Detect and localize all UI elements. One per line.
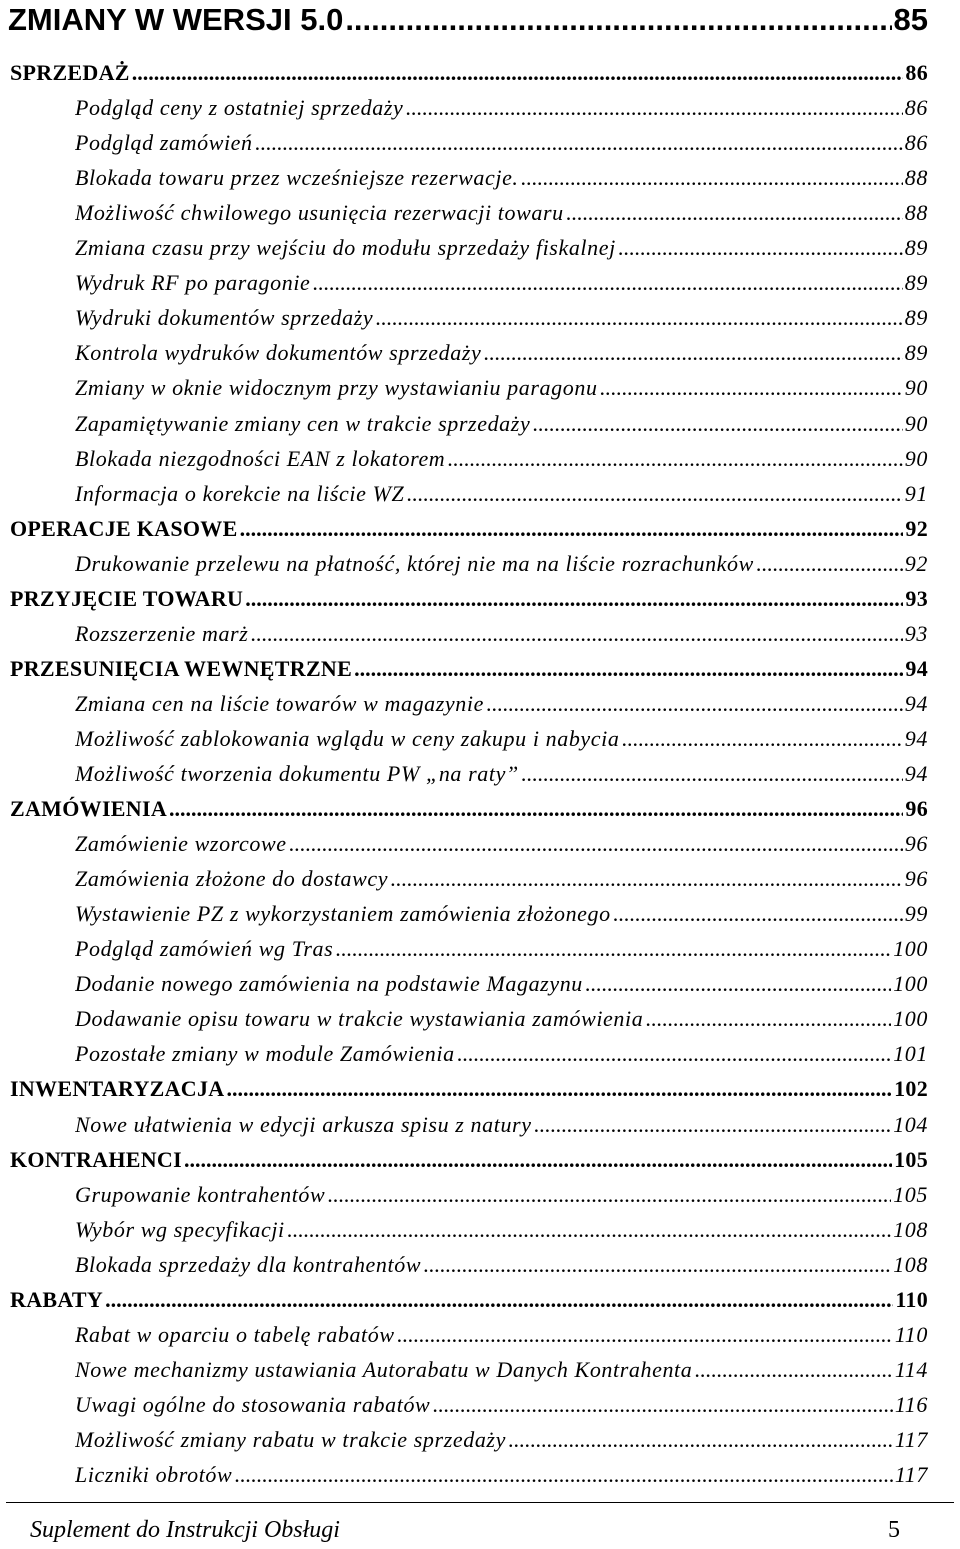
toc-page-number: 89	[904, 340, 928, 365]
toc-entry-row[interactable]	[75, 300, 928, 335]
dot-leader	[447, 441, 903, 476]
toc-entry-row[interactable]	[75, 966, 928, 1001]
toc-section-row[interactable]	[10, 791, 928, 826]
toc-entry-label: Możliwość zablokowania wglądu w ceny zakupu i nabycia	[75, 726, 620, 751]
dot-leader	[406, 476, 902, 511]
toc-entry-label: Zmiana cen na liście towarów w magazynie	[75, 691, 484, 716]
toc-entry-label: Podgląd zamówień	[75, 130, 253, 155]
dot-leader	[405, 90, 902, 125]
dot-leader	[169, 791, 903, 826]
toc-entry-label: Wydruki dokumentów sprzedaży	[75, 305, 374, 330]
page-footer	[30, 1514, 900, 1546]
toc-entry-row[interactable]	[75, 616, 928, 651]
toc-page-number: 88	[904, 165, 928, 190]
toc-section-label: KONTRAHENCI	[10, 1147, 182, 1172]
toc-entry-row[interactable]	[75, 1001, 928, 1036]
dot-leader	[250, 616, 902, 651]
toc-page-number: 94	[904, 726, 928, 751]
toc-page-number: 116	[894, 1392, 928, 1417]
toc-entry-label: Dodanie nowego zamówienia na podstawie Magazynu	[75, 971, 583, 996]
toc-entry-label: Zmiany w oknie widocznym przy wystawianiu paragonu	[75, 375, 598, 400]
footer-page-number: 5	[888, 1517, 900, 1543]
toc-entry-label: Zmiana czasu przy wejściu do modułu sprzedaży fiskalnej	[75, 235, 616, 260]
toc-page-number: 108	[893, 1217, 928, 1242]
footer-divider	[6, 1502, 954, 1503]
dot-leader	[105, 1282, 893, 1317]
toc-section-row[interactable]	[10, 1071, 928, 1106]
footer-text: Suplement do Instrukcji Obsługi	[30, 1517, 340, 1543]
dot-leader	[534, 1107, 892, 1142]
toc-entry-label: Liczniki obrotów	[75, 1462, 233, 1487]
toc-entry-label: Rozszerzenie marż	[75, 621, 249, 646]
toc-page-number: 89	[904, 305, 928, 330]
dot-leader	[566, 195, 903, 230]
toc-entry-label: Blokada sprzedaży dla kontrahentów	[75, 1252, 422, 1277]
toc-entry-row[interactable]	[75, 756, 928, 791]
toc-page-number: 92	[905, 516, 928, 541]
toc-section-label: ZAMÓWIENIA	[10, 796, 168, 821]
dot-leader	[354, 651, 903, 686]
toc-entry-row[interactable]	[75, 160, 928, 195]
toc-entry-label: Informacja o korekcie na liście WZ	[75, 481, 405, 506]
toc-page-number: 102	[894, 1076, 928, 1101]
toc-section-row[interactable]	[10, 1142, 928, 1177]
dot-leader	[375, 300, 903, 335]
dot-leader	[397, 1317, 893, 1352]
dot-leader	[645, 1001, 891, 1036]
toc-entry-label: Podgląd ceny z ostatniej sprzedaży	[75, 95, 404, 120]
toc-page-number: 86	[904, 95, 928, 120]
toc-title: ZMIANY W WERSJI 5.0	[8, 2, 344, 37]
dot-leader	[621, 721, 902, 756]
toc-entry-row[interactable]	[75, 861, 928, 896]
dot-leader	[345, 0, 891, 40]
toc-entry-row[interactable]	[75, 195, 928, 230]
toc-entry-label: Rabat w oparciu o tabelę rabatów	[75, 1322, 395, 1347]
toc-page-number: 89	[904, 270, 928, 295]
toc-entry-row[interactable]	[75, 826, 928, 861]
toc-entry-row[interactable]	[75, 896, 928, 931]
dot-leader	[483, 335, 902, 370]
toc-entry-row[interactable]	[75, 1387, 928, 1422]
dot-leader	[532, 406, 902, 441]
toc-entry-row[interactable]	[75, 370, 928, 405]
toc-section-label: OPERACJE KASOWE	[10, 516, 238, 541]
toc-entry-label: Kontrola wydruków dokumentów sprzedaży	[75, 340, 482, 365]
toc-entry-row[interactable]	[75, 125, 928, 160]
toc-entry-row[interactable]	[75, 230, 928, 265]
toc-page-number: 96	[904, 866, 928, 891]
toc-page-number: 101	[893, 1041, 928, 1066]
toc-entry-label: Możliwość zmiany rabatu w trakcie sprzedaży	[75, 1427, 506, 1452]
toc-page-number: 94	[905, 656, 928, 681]
toc-page-number: 90	[904, 446, 928, 471]
toc-entry-label: Wybór wg specyfikacji	[75, 1217, 285, 1242]
dot-leader	[613, 896, 903, 931]
toc-page-number: 96	[905, 796, 928, 821]
dot-leader	[289, 826, 903, 861]
toc-page-number: 86	[904, 130, 928, 155]
toc-section-row[interactable]	[10, 1282, 928, 1317]
toc-entry-row[interactable]	[75, 1212, 928, 1247]
toc-entry-label: Wystawienie PZ z wykorzystaniem zamówienia złożonego	[75, 901, 611, 926]
toc-entry-label: Nowe ułatwienia w edycji arkusza spisu z natury	[75, 1112, 532, 1137]
toc-entry-row[interactable]	[75, 721, 928, 756]
toc-page-number: 94	[904, 761, 928, 786]
dot-leader	[390, 861, 903, 896]
dot-leader	[521, 756, 903, 791]
toc-section-label: PRZYJĘCIE TOWARU	[10, 586, 244, 611]
dot-leader	[521, 160, 903, 195]
dot-leader	[486, 686, 903, 721]
dot-leader	[245, 581, 903, 616]
toc-entry-row[interactable]	[75, 1177, 928, 1212]
toc-page-number: 89	[904, 235, 928, 260]
toc-entry-label: Uwagi ogólne do stosowania rabatów	[75, 1392, 431, 1417]
toc-entry-label: Możliwość chwilowego usunięcia rezerwacji towaru	[75, 200, 564, 225]
toc-page-number: 114	[894, 1357, 928, 1382]
toc-page-number: 94	[904, 691, 928, 716]
toc-entry-label: Blokada niezgodności EAN z lokatorem	[75, 446, 446, 471]
toc-page-number: 88	[904, 200, 928, 225]
toc-page-number: 110	[894, 1322, 928, 1347]
dot-leader	[756, 546, 903, 581]
toc-entry-label: Możliwość tworzenia dokumentu PW „na raty”	[75, 761, 519, 786]
toc-entry-row[interactable]	[75, 1036, 928, 1071]
toc-entry-row[interactable]	[75, 1457, 928, 1492]
toc-entry-label: Wydruk RF po paragonie	[75, 270, 311, 295]
dot-leader	[255, 125, 903, 160]
toc-entry-row[interactable]	[75, 546, 928, 581]
dot-leader	[457, 1036, 891, 1071]
toc-section-row[interactable]	[10, 511, 928, 546]
toc-entry-row[interactable]	[75, 1247, 928, 1282]
dot-leader	[618, 230, 903, 265]
toc-page-number: 93	[905, 586, 928, 611]
toc-entry-row[interactable]	[75, 1422, 928, 1457]
toc-entry-row[interactable]	[75, 931, 928, 966]
toc-entry-row[interactable]	[75, 1107, 928, 1142]
toc-entry-label: Zamówienia złożone do dostawcy	[75, 866, 389, 891]
dot-leader	[312, 265, 902, 300]
dot-leader	[694, 1352, 892, 1387]
dot-leader	[600, 370, 903, 405]
toc-entry-row[interactable]	[75, 476, 928, 511]
toc-section-label: INWENTARYZACJA	[10, 1076, 225, 1101]
toc-entry-label: Grupowanie kontrahentów	[75, 1182, 326, 1207]
toc-page-number: 90	[904, 411, 928, 436]
toc-entry-row[interactable]	[75, 1352, 928, 1387]
toc-page-number: 100	[893, 971, 928, 996]
toc-section-label: RABATY	[10, 1287, 104, 1312]
dot-leader	[234, 1457, 893, 1492]
toc-page-number: 93	[904, 621, 928, 646]
toc-entry-label: Drukowanie przelewu na płatność, której nie ma na liście rozrachunków	[75, 551, 754, 576]
toc-page-number: 86	[905, 60, 928, 85]
toc-page-number: 117	[894, 1462, 928, 1487]
toc-entry-row[interactable]	[75, 441, 928, 476]
toc-page-number: 117	[894, 1427, 928, 1452]
toc-entry-label: Nowe mechanizmy ustawiania Autorabatu w Danych Kontrahenta	[75, 1357, 693, 1382]
dot-leader	[335, 931, 891, 966]
toc-title-row[interactable]	[8, 0, 928, 40]
toc-entry-row[interactable]	[75, 90, 928, 125]
toc-title-page: 85	[893, 2, 928, 37]
toc-entry-label: Zamówienie wzorcowe	[75, 831, 287, 856]
toc-entry-label: Podgląd zamówień wg Tras	[75, 936, 334, 961]
toc-section-label: SPRZEDAŻ	[10, 60, 130, 85]
dot-leader	[327, 1177, 891, 1212]
toc-page-number: 96	[904, 831, 928, 856]
toc-entry-label: Blokada towaru przez wcześniejsze rezerwacje.	[75, 165, 519, 190]
toc-page-number: 91	[904, 481, 928, 506]
dot-leader	[184, 1142, 892, 1177]
toc-page-number: 108	[893, 1252, 928, 1277]
toc-page-number: 105	[893, 1182, 928, 1207]
dot-leader	[132, 55, 904, 90]
toc-section-label: PRZESUNIĘCIA WEWNĘTRZNE	[10, 656, 353, 681]
dot-leader	[240, 511, 904, 546]
toc-entry-row[interactable]	[75, 265, 928, 300]
toc-entry-row[interactable]	[75, 686, 928, 721]
dot-leader	[226, 1071, 892, 1106]
toc-entry-row[interactable]	[75, 406, 928, 441]
toc-page-number: 104	[893, 1112, 928, 1137]
toc-entry-label: Pozostałe zmiany w module Zamówienia	[75, 1041, 455, 1066]
dot-leader	[423, 1247, 891, 1282]
toc-entry-label: Zapamiętywanie zmiany cen w trakcie sprzedaży	[75, 411, 531, 436]
toc-page-number: 105	[894, 1147, 928, 1172]
toc-section-row[interactable]	[10, 581, 928, 616]
toc-section-row[interactable]	[10, 55, 928, 90]
toc-page-number: 100	[893, 1006, 928, 1031]
toc-page-number: 92	[904, 551, 928, 576]
toc-section-row[interactable]	[10, 651, 928, 686]
toc-page-number: 110	[895, 1287, 928, 1312]
dot-leader	[585, 966, 891, 1001]
toc-entry-label: Dodawanie opisu towaru w trakcie wystawiania zamówienia	[75, 1006, 644, 1031]
toc-entry-row[interactable]	[75, 1317, 928, 1352]
dot-leader	[287, 1212, 891, 1247]
dot-leader	[432, 1387, 893, 1422]
toc-page-number: 90	[904, 375, 928, 400]
toc-page-number: 100	[893, 936, 928, 961]
toc-page-number: 99	[904, 901, 928, 926]
toc-entry-row[interactable]	[75, 335, 928, 370]
dot-leader	[508, 1422, 893, 1457]
